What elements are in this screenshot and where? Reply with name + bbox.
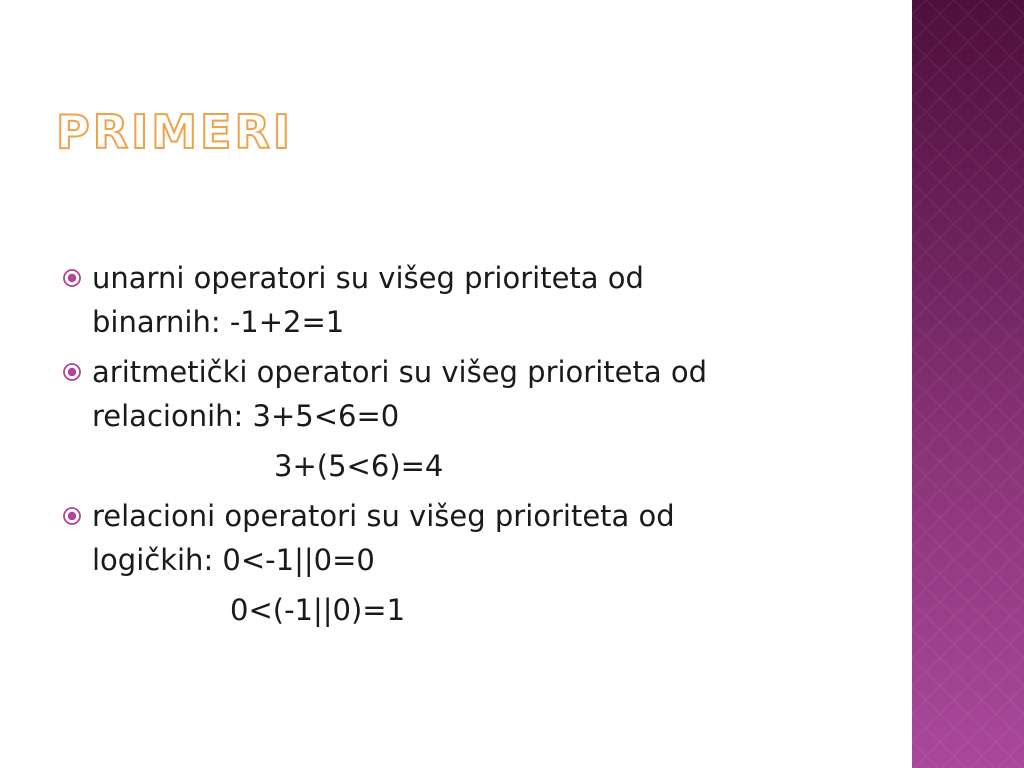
circle-dot-bullet-icon [62,506,82,526]
continuation-line: 3+(5<6)=4 [274,449,444,483]
slide-title: PRIMERI [56,105,293,159]
bullet-text-line: aritmetički operatori su višeg prioriteta od [92,355,707,389]
diamond-pattern [912,0,1024,768]
bullet-text-line: unarni operatori su višeg prioriteta od [92,261,644,295]
bullet-list [62,256,842,638]
bullet-text-line: relacioni operatori su višeg prioriteta od [92,499,675,533]
circle-dot-bullet-icon [62,362,82,382]
bullet-text-line: logičkih: 0<-1||0=0 [92,543,375,577]
bullet-text-line: relacionih: 3+5<6=0 [92,399,400,433]
bullet-item [62,350,842,438]
continuation-line: 0<(-1||0)=1 [230,593,406,627]
bullet-item [62,494,842,582]
bullet-text-line: binarnih: -1+2=1 [92,305,345,339]
circle-dot-bullet-icon [62,268,82,288]
bullet-item [62,256,842,344]
decorative-side-band [912,0,1024,768]
